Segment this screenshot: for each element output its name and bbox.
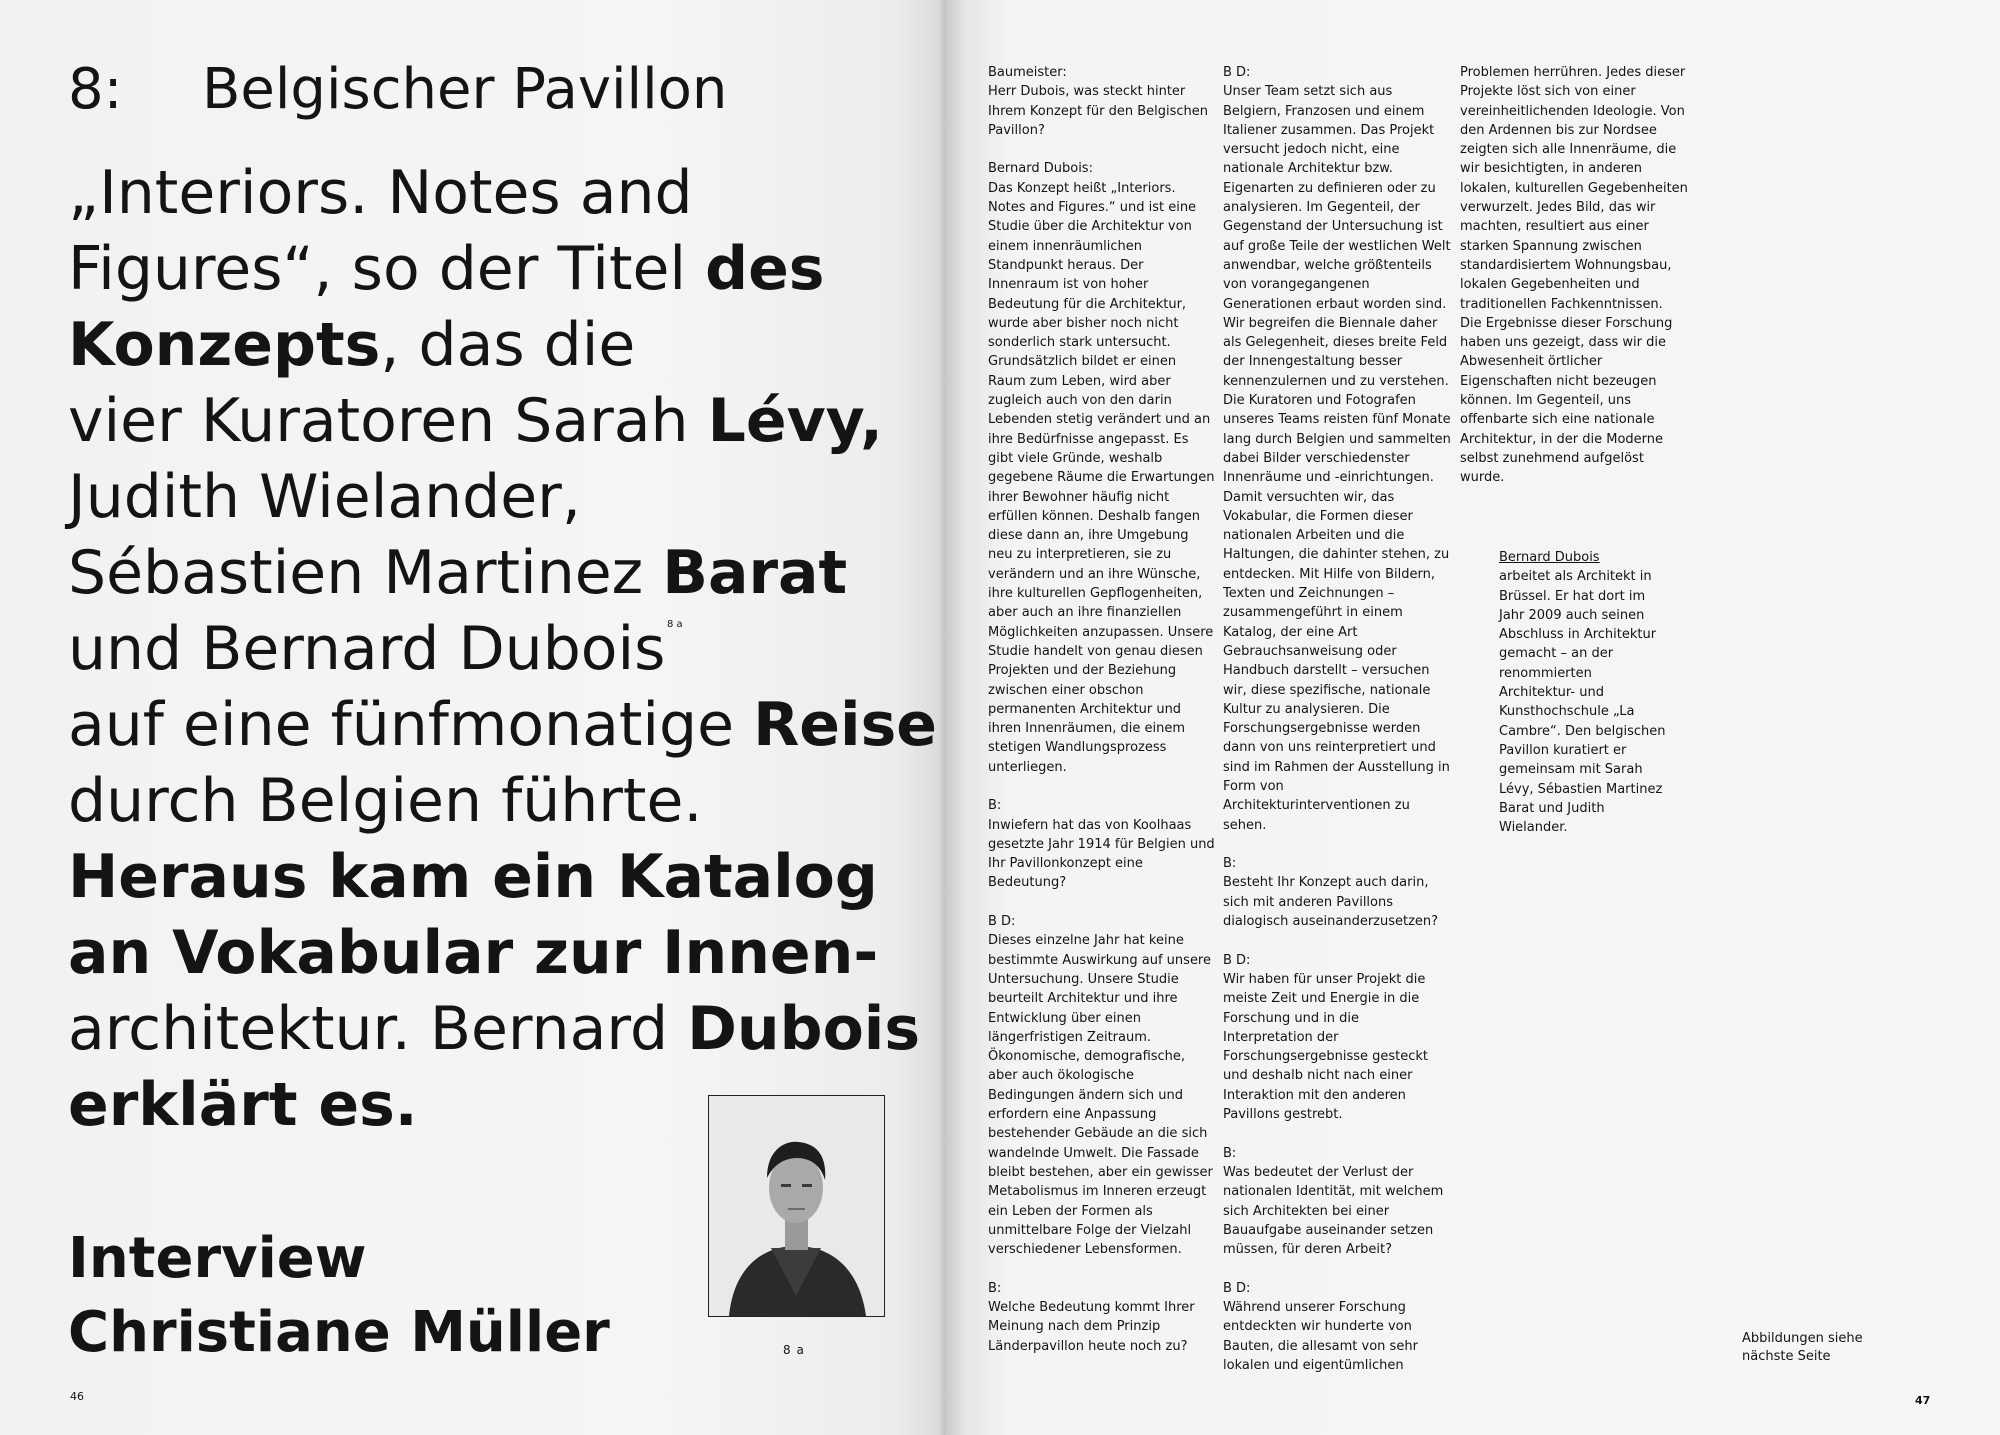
speaker-label: B D:	[1223, 1280, 1251, 1296]
intro-segment: durch Belgien führte.	[68, 766, 703, 836]
intro-segment: an Vokabular zur Innen-	[68, 918, 879, 988]
intro-line	[68, 839, 937, 915]
images-note: Abbildungen siehe nächste Seite	[1742, 1331, 1863, 1364]
intro-segment: , das die	[380, 310, 636, 380]
figure-label: 8 a	[783, 1343, 805, 1357]
interview-paragraph	[988, 912, 1216, 1259]
interview-paragraph	[1223, 63, 1451, 835]
intro-segment: Lévy,	[707, 386, 883, 456]
speaker-text: Besteht Ihr Konzept auch darin, sich mit anderen Pavillons dialogisch auseinanderzusetzen?	[1223, 875, 1439, 930]
speaker-label: B:	[1223, 856, 1237, 872]
intro-text	[68, 155, 937, 1143]
intro-segment: Barat	[662, 538, 848, 608]
interviewer-name: Christiane Müller	[68, 1300, 610, 1365]
intro-line	[68, 155, 937, 231]
intro-segment: vier Kuratoren Sarah	[68, 386, 708, 456]
intro-segment: erklärt es.	[68, 1070, 418, 1140]
interview-paragraph	[1223, 1144, 1451, 1260]
interview-paragraph	[988, 63, 1216, 140]
interview-paragraph	[988, 159, 1216, 777]
speaker-label: Baumeister:	[988, 65, 1067, 80]
interview-paragraph	[988, 796, 1216, 892]
intro-segment: und Bernard Dubois	[68, 614, 666, 684]
author-bio	[1499, 548, 1669, 837]
intro-line	[68, 383, 937, 459]
section-number: 8:	[68, 57, 123, 122]
section-heading	[68, 58, 727, 122]
interview-paragraph	[1223, 1279, 1451, 1375]
intro-segment: Heraus kam ein Katalog	[68, 842, 878, 912]
speaker-label: B D:	[1223, 65, 1251, 80]
intro-segment: Dubois	[687, 994, 921, 1064]
interview-paragraph	[1223, 951, 1451, 1125]
speaker-label: B D:	[1223, 952, 1251, 968]
intro-segment: Sébastien Martinez	[68, 538, 663, 608]
intro-line	[68, 763, 937, 839]
interview-paragraph	[988, 1279, 1216, 1356]
bio-name: Bernard Dubois	[1499, 550, 1600, 565]
intro-line	[68, 991, 937, 1067]
page-number-right: 47	[1915, 1394, 1931, 1407]
interview-column-3	[1460, 63, 1688, 507]
speaker-text: Das Konzept heißt „Interiors. Notes and Figures.“ und ist eine Studie über die Architektur von einem innenräumlichen Standpunkt heraus. Der Innenraum ist von hoher Bedeutung für die Architektur, wurde aber bisher noch nicht sonderlich stark untersucht. Grundsätzlich bildet er einen Raum zum Leben, wird aber zugleich auch von den darin Lebenden stetig verändert und an ihre Bedürfnisse angepasst. Es gibt viele Gründe, weshalb gegebene Räume die Erwartungen ihrer Bewohner häufig nicht erfüllen können. Deshalb fangen diese dann an, ihre Umgebung neu zu interpretieren, sie zu verändern und an ihre Wünsche, ihre kulturellen Gepflogenheiten, aber auch an ihre finanziellen Möglichkeiten anzupassen. Unsere Studie handelt von genau diesen Projekten und der Beziehung zwischen einer obschon permanenten Architektur und ihren Innenräumen, die einem stetigen Wandlungsprozess unterliegen.	[988, 180, 1215, 775]
interview-paragraph	[1223, 854, 1451, 931]
speaker-text: Welche Bedeutung kommt Ihrer Meinung nach dem Prinzip Länderpavillon heute noch zu?	[988, 1300, 1195, 1354]
speaker-label: B:	[1223, 1145, 1237, 1161]
speaker-text: Dieses einzelne Jahr hat keine bestimmte Auswirkung auf unsere Untersuchung. Unsere Studie beurteilt Architektur und ihre Entwicklung über einen längerfristigen Zeitraum. Ökonomische, demografische, aber auch ökologische Bedingungen ändern sich und erfordern eine Anpassung bestehender Gebäude an die sich wandelnde Umwelt. Die Fassade bleibt bestehen, aber ein gewisser Metabolismus im Inneren erzeugt ein Leben der Formen als unmittelbare Folge der Vielzahl verschiedener Lebensformen.	[988, 933, 1213, 1258]
left-page	[0, 0, 945, 1435]
intro-segment: architektur. Bernard	[68, 994, 688, 1064]
interview-column-2	[1223, 63, 1451, 1394]
intro-line	[68, 611, 937, 687]
intro-segment: auf eine fünfmonatige	[68, 690, 754, 760]
speaker-text: Herr Dubois, was steckt hinter Ihrem Konzept für den Belgischen Pavillon?	[988, 84, 1209, 138]
intro-segment: Figures“, so der Titel	[68, 234, 706, 304]
speaker-text: Unser Team setzt sich aus Belgiern, Franzosen und einem Italiener zusammen. Das Projekt versucht jedoch nicht, eine nationale Architektur bzw. Eigenarten zu definieren oder zu analysieren. Im Gegenteil, der Gegenstand der Untersuchung ist auf große Teile der westlichen Welt anwendbar, welche größtenteils von vorangegangenen Generationen erbaut worden sind. Wir begreifen die Biennale daher als Gelegenheit, dieses breite Feld der Innengestaltung besser kennenzulernen und zu verstehen. Die Kuratoren und Fotografen unseres Teams reisten fünf Monate lang durch Belgien und sammelten dabei Bilder verschiedenster Innenräume und -einrichtungen. Damit versuchten wir, das Vokabular, die Formen dieser nationalen Arbeiten und die Haltungen, die dahinter stehen, zu entdecken. Mit Hilfe von Bildern, Texten und Zeichnungen – zusammengeführt in einem Katalog, der eine Art Gebrauchsanweisung oder Handbuch darstellt – versuchen wir, diese spezifische, nationale Kultur zu analysieren. Die Forschungsergebnisse werden dann von uns reinterpretiert und sind im Rahmen der Ausstellung in Form von Architekturinterventionen zu sehen.	[1223, 84, 1451, 833]
speaker-text: Was bedeutet der Verlust der nationalen Identität, mit welchem sich Architekten bei einer Bauaufgabe auseinander setzen müssen, für deren Arbeit?	[1223, 1164, 1444, 1258]
speaker-label: B D:	[988, 914, 1016, 930]
intro-line	[68, 915, 937, 991]
intro-segment: Konzepts	[68, 310, 381, 380]
speaker-label: B:	[988, 1280, 1002, 1296]
intro-line	[68, 231, 937, 307]
speaker-text: Inwiefern hat das von Koolhaas gesetzte Jahr 1914 für Belgien und Ihr Pavillonkonzept eine Bedeutung?	[988, 817, 1215, 891]
intro-line	[68, 535, 937, 611]
bio-text: arbeitet als Architekt in Brüssel. Er hat dort im Jahr 2009 auch seinen Abschluss in Architektur gemacht – an der renommierten Architektur- und Kunsthochschule „La Cambre“. Den belgischen Pavillon kuratiert er gemeinsam mit Sarah Lévy, Sébastien Martinez Barat und Judith Wielander.	[1499, 569, 1666, 836]
interview-paragraph	[1460, 63, 1688, 488]
intro-line	[68, 459, 937, 535]
intro-segment: „Interiors. Notes and	[68, 158, 693, 228]
section-title: Belgischer Pavillon	[202, 57, 728, 122]
page-number-left: 46	[70, 1390, 84, 1403]
intro-segment: Judith Wielander,	[68, 462, 581, 532]
speaker-text: Während unserer Forschung entdeckten wir hunderte von Bauten, die allesamt von sehr lokalen und eigentümlichen	[1223, 1300, 1418, 1373]
intro-segment: des	[705, 234, 825, 304]
footnote-reference: 8 a	[667, 619, 683, 630]
interview-column-1	[988, 63, 1216, 1375]
interview-label: Interview	[68, 1226, 367, 1291]
speaker-text: Wir haben für unser Projekt die meiste Zeit und Energie in die Forschung und in die Interpretation der Forschungsergebnisse gesteckt und deshalb nicht nach einer Interaktion mit den anderen Pavillons gestrebt.	[1223, 971, 1429, 1123]
speaker-label: B:	[988, 798, 1002, 814]
speaker-text: Problemen herrühren. Jedes dieser Projekte löst sich von einer vereinheitlichenden Ideologie. Von den Ardennen bis zur Nordsee zeigten sich alle Innenräume, die wir besichtigten, in anderen lokalen, kulturellen Gegebenheiten verwurzelt. Jedes Bild, das wir machten, resultiert aus einer starken Spannung zwischen standardisiertem Wohnungsbau, lokalen Gegebenheiten und traditionellen Fachkenntnissen. Die Ergebnisse dieser Forschung haben uns gezeigt, dass wir die Abwesenheit örtlicher Eigenschaften nicht bezeugen können. Im Gegenteil, uns offenbarte sich eine nationale Architektur, in der die Moderne selbst zunehmend aufgelöst wurde.	[1460, 65, 1688, 486]
intro-line	[68, 307, 937, 383]
interview-credit	[68, 1222, 610, 1370]
portrait-photo	[708, 1095, 885, 1317]
intro-line	[68, 687, 937, 763]
intro-segment: Reise	[753, 690, 937, 760]
speaker-label: Bernard Dubois:	[988, 161, 1093, 177]
